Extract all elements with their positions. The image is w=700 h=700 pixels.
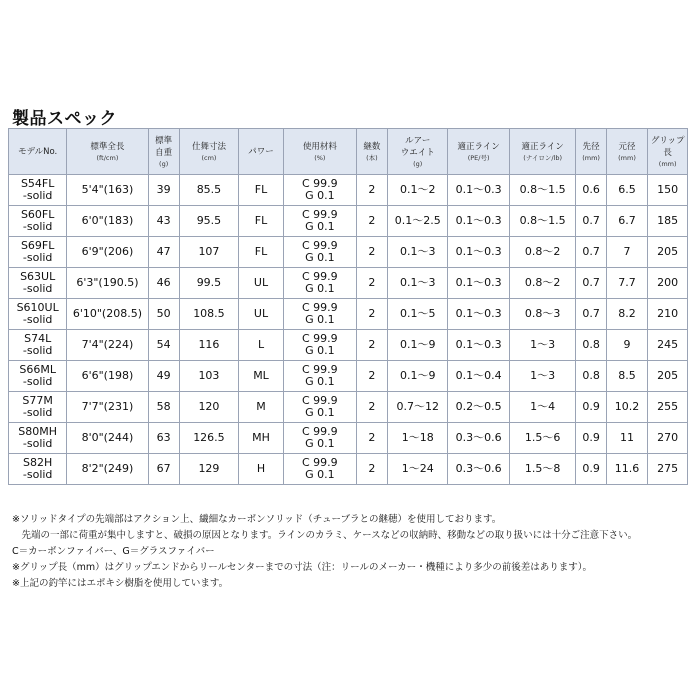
cell-line: S54FL <box>20 177 55 190</box>
cell-line: G 0.1 <box>305 220 335 233</box>
table-cell: 0.8 <box>576 330 606 361</box>
table-cell: 0.7～12 <box>388 392 448 423</box>
page-title: 製品スペック <box>12 109 117 129</box>
table-cell: 275 <box>648 454 688 485</box>
table-cell: 1～18 <box>388 423 448 454</box>
table-cell: 0.1～0.4 <box>448 361 509 392</box>
table-cell: 11 <box>606 423 648 454</box>
cell-line: -solid <box>22 251 53 264</box>
header-label: 適正ライン <box>457 141 500 152</box>
table-cell: 205 <box>648 361 688 392</box>
cell-line: G 0.1 <box>305 437 335 450</box>
table-cell: FL <box>239 206 284 237</box>
table-cell: 6.5 <box>606 175 648 206</box>
table-row <box>9 330 688 361</box>
table-cell: FL <box>239 175 284 206</box>
table-cell: 150 <box>648 175 688 206</box>
cell-line: S60FL <box>20 208 55 221</box>
table-cell: 1～3 <box>509 361 576 392</box>
table-cell <box>283 268 356 299</box>
table-cell: 10.2 <box>606 392 648 423</box>
cell-line: -solid <box>22 313 53 326</box>
table-cell: 2 <box>356 423 387 454</box>
header-label: 仕舞寸法 <box>191 141 226 152</box>
table-cell: FL <box>239 237 284 268</box>
table-cell: MH <box>239 423 284 454</box>
cell-line: G 0.1 <box>305 375 335 388</box>
header-cell <box>509 129 576 175</box>
header-label: パワー <box>248 146 274 157</box>
table-cell: 0.7 <box>576 299 606 330</box>
table-cell: 116 <box>179 330 238 361</box>
table-cell: 2 <box>356 454 387 485</box>
table-row <box>9 206 688 237</box>
header-cell <box>283 129 356 175</box>
cell-line: C 99.9 <box>302 301 338 314</box>
table-cell: 0.1～0.3 <box>448 206 509 237</box>
table-cell: 99.5 <box>179 268 238 299</box>
cell-line: S82H <box>23 456 53 469</box>
cell-line: -solid <box>22 468 53 481</box>
table-cell: ML <box>239 361 284 392</box>
header-label: 使用材料 <box>302 141 337 152</box>
table-row <box>9 175 688 206</box>
table-cell <box>9 330 67 361</box>
table-cell: 2 <box>356 175 387 206</box>
header-label: (g) <box>159 159 169 168</box>
header-cell <box>179 129 238 175</box>
table-cell: 0.2～0.5 <box>448 392 509 423</box>
table-cell: 1～24 <box>388 454 448 485</box>
header-label: 先径 <box>582 141 600 152</box>
note-line: 先端の一部に荷重が集中しますと、破損の原因となります。ラインのカラミ、ケースなどの収納時、移動などの取り扱いには十分ご注意下さい。 <box>12 530 638 541</box>
table-cell: 11.6 <box>606 454 648 485</box>
table-cell: 6'0"(183) <box>67 206 148 237</box>
table-cell <box>283 330 356 361</box>
table-cell: 108.5 <box>179 299 238 330</box>
table-cell: 39 <box>148 175 179 206</box>
cell-line: C 99.9 <box>302 270 338 283</box>
header-label: (PE/号) <box>467 153 490 162</box>
header-cell <box>606 129 648 175</box>
header-label: (ナイロン/lb) <box>523 153 563 162</box>
table-cell: 8.5 <box>606 361 648 392</box>
cell-line: -solid <box>22 220 53 233</box>
table-cell <box>283 237 356 268</box>
cell-line: -solid <box>22 282 53 295</box>
cell-line: C 99.9 <box>302 425 338 438</box>
table-cell: 245 <box>648 330 688 361</box>
table-cell: UL <box>239 299 284 330</box>
table-cell: 0.1～0.3 <box>448 299 509 330</box>
cell-line: G 0.1 <box>305 468 335 481</box>
table-cell: 6'6"(198) <box>67 361 148 392</box>
table-cell: 1.5～8 <box>509 454 576 485</box>
table-cell: 0.8 <box>576 361 606 392</box>
table-cell: 5'4"(163) <box>67 175 148 206</box>
table-cell: 7.7 <box>606 268 648 299</box>
spec-table <box>8 128 688 485</box>
header-label: 標準 <box>155 135 173 146</box>
table-cell: 0.8～1.5 <box>509 175 576 206</box>
table-cell: L <box>239 330 284 361</box>
table-cell: 0.7 <box>576 206 606 237</box>
header-label: 元径 <box>618 141 636 152</box>
cell-line: C 99.9 <box>302 394 338 407</box>
cell-line: G 0.1 <box>305 313 335 326</box>
table-cell <box>9 268 67 299</box>
table-cell: 1～4 <box>509 392 576 423</box>
table-cell: 9 <box>606 330 648 361</box>
table-cell: 0.8～2 <box>509 237 576 268</box>
table-cell: 0.6 <box>576 175 606 206</box>
table-cell: 0.8～2 <box>509 268 576 299</box>
table-cell: UL <box>239 268 284 299</box>
table-row <box>9 299 688 330</box>
header-label: (mm) <box>582 153 600 162</box>
table-body <box>9 175 688 485</box>
cell-line: G 0.1 <box>305 282 335 295</box>
header-label: 継数 <box>363 141 381 152</box>
table-cell: 0.8～1.5 <box>509 206 576 237</box>
table-cell: 8'0"(244) <box>67 423 148 454</box>
cell-line: -solid <box>22 406 53 419</box>
table-cell: 2 <box>356 268 387 299</box>
table-cell: 0.1～0.3 <box>448 237 509 268</box>
cell-line: C 99.9 <box>302 177 338 190</box>
table-cell <box>9 423 67 454</box>
cell-line: S80MH <box>18 425 58 438</box>
table-cell: 6'3"(190.5) <box>67 268 148 299</box>
header-label: (mm) <box>618 153 636 162</box>
notes-block <box>12 512 692 592</box>
table-cell: 2 <box>356 206 387 237</box>
table-row <box>9 361 688 392</box>
table-cell: 0.1～5 <box>388 299 448 330</box>
table-cell: 129 <box>179 454 238 485</box>
cell-line: S66ML <box>19 363 56 376</box>
table-cell: 0.1～9 <box>388 330 448 361</box>
table-cell: 95.5 <box>179 206 238 237</box>
table-cell: 2 <box>356 330 387 361</box>
table-cell: 200 <box>648 268 688 299</box>
cell-line: -solid <box>22 189 53 202</box>
header-label: (本) <box>366 153 378 162</box>
cell-line: S74L <box>24 332 52 345</box>
table-cell <box>9 299 67 330</box>
table-row <box>9 237 688 268</box>
table-cell: 103 <box>179 361 238 392</box>
table-cell: 54 <box>148 330 179 361</box>
table-cell: 0.1～3 <box>388 237 448 268</box>
table-cell: 0.1～0.3 <box>448 268 509 299</box>
header-label: (g) <box>413 159 423 168</box>
table-cell: M <box>239 392 284 423</box>
cell-line: C 99.9 <box>302 239 338 252</box>
table-cell: 8.2 <box>606 299 648 330</box>
table-cell: 85.5 <box>179 175 238 206</box>
table-cell <box>9 237 67 268</box>
header-cell <box>388 129 448 175</box>
cell-line: S63UL <box>20 270 56 283</box>
table-cell: 0.1～0.3 <box>448 175 509 206</box>
table-cell: 255 <box>648 392 688 423</box>
table-cell: 1.5～6 <box>509 423 576 454</box>
table-cell: 6'10"(208.5) <box>67 299 148 330</box>
table-cell: 205 <box>648 237 688 268</box>
table-cell <box>283 206 356 237</box>
cell-line: S77M <box>22 394 53 407</box>
header-label: (%) <box>314 153 326 162</box>
table-cell <box>9 454 67 485</box>
header-label: 長 <box>663 147 672 158</box>
table-cell <box>283 454 356 485</box>
header-label: ルアー <box>405 135 431 146</box>
header-label: モデルNo. <box>18 146 58 157</box>
table-cell: 47 <box>148 237 179 268</box>
cell-line: G 0.1 <box>305 406 335 419</box>
table-cell: 49 <box>148 361 179 392</box>
table-cell: 0.1～9 <box>388 361 448 392</box>
table-cell: 0.9 <box>576 392 606 423</box>
table-cell <box>9 392 67 423</box>
table-cell: 120 <box>179 392 238 423</box>
header-cell <box>239 129 284 175</box>
table-cell: 0.1～2.5 <box>388 206 448 237</box>
table-row <box>9 454 688 485</box>
cell-line: -solid <box>22 344 53 357</box>
table-cell: 2 <box>356 299 387 330</box>
table-cell: 6.7 <box>606 206 648 237</box>
cell-line: C 99.9 <box>302 208 338 221</box>
table-cell: 0.7 <box>576 237 606 268</box>
table-cell: 0.1～3 <box>388 268 448 299</box>
header-cell <box>9 129 67 175</box>
header-cell <box>356 129 387 175</box>
table-cell <box>283 299 356 330</box>
table-cell <box>9 206 67 237</box>
cell-line: C 99.9 <box>302 363 338 376</box>
header-label: 適正ライン <box>521 141 564 152</box>
table-cell: 2 <box>356 392 387 423</box>
header-label: 自重 <box>155 147 173 158</box>
table-cell: 1～3 <box>509 330 576 361</box>
table-cell: 0.9 <box>576 454 606 485</box>
table-cell <box>283 175 356 206</box>
table-cell <box>9 361 67 392</box>
header-cell <box>148 129 179 175</box>
table-cell: 270 <box>648 423 688 454</box>
table-cell: 67 <box>148 454 179 485</box>
header-label: 標準全長 <box>90 141 125 152</box>
cell-line: -solid <box>22 375 53 388</box>
header-label: グリップ <box>650 135 685 146</box>
table-cell: 43 <box>148 206 179 237</box>
table-cell: 0.1～2 <box>388 175 448 206</box>
note-line: ※グリップ長（mm）はグリップエンドからリールセンターまでの寸法（注：リールのメーカー・機種により多少の前後差はあります）。 <box>12 562 593 573</box>
table-cell <box>283 423 356 454</box>
cell-line: C 99.9 <box>302 456 338 469</box>
table-cell: 8'2"(249) <box>67 454 148 485</box>
table-cell: 0.8～3 <box>509 299 576 330</box>
table-row <box>9 268 688 299</box>
table-cell <box>9 175 67 206</box>
cell-line: G 0.1 <box>305 344 335 357</box>
header-label: (ft/cm) <box>96 153 119 162</box>
cell-line: G 0.1 <box>305 189 335 202</box>
table-row <box>9 392 688 423</box>
table-cell: 7 <box>606 237 648 268</box>
table-cell: 2 <box>356 361 387 392</box>
table-cell: 0.7 <box>576 268 606 299</box>
table-cell <box>283 392 356 423</box>
header-cell <box>67 129 148 175</box>
cell-line: C 99.9 <box>302 332 338 345</box>
table-cell: 126.5 <box>179 423 238 454</box>
table-header-row <box>9 129 688 175</box>
table-cell: 58 <box>148 392 179 423</box>
table-cell: 185 <box>648 206 688 237</box>
table-cell: 6'9"(206) <box>67 237 148 268</box>
table-row <box>9 423 688 454</box>
table-cell: 46 <box>148 268 179 299</box>
note-line: ※ソリッドタイプの先端部はアクション上、繊細なカーボンソリッド（チューブラとの継穂）を使用しております。 <box>12 514 502 525</box>
cell-line: -solid <box>22 437 53 450</box>
cell-line: S610UL <box>16 301 59 314</box>
table-cell: 107 <box>179 237 238 268</box>
header-cell <box>648 129 688 175</box>
table-cell: 7'7"(231) <box>67 392 148 423</box>
note-line: ※上記の釣竿にはエポキシ樹脂を使用しています。 <box>12 578 229 589</box>
header-cell <box>448 129 509 175</box>
header-label: (mm) <box>658 159 677 168</box>
table-cell: 0.3～0.6 <box>448 454 509 485</box>
note-line: C＝カーボンファイバー、G＝グラスファイバー <box>12 546 215 557</box>
table-cell: 0.9 <box>576 423 606 454</box>
cell-line: G 0.1 <box>305 251 335 264</box>
header-label: ウエイト <box>400 147 435 158</box>
table-cell: 50 <box>148 299 179 330</box>
table-cell: 0.3～0.6 <box>448 423 509 454</box>
table-cell: H <box>239 454 284 485</box>
table-cell <box>283 361 356 392</box>
table-cell: 7'4"(224) <box>67 330 148 361</box>
table-cell: 2 <box>356 237 387 268</box>
cell-line: S69FL <box>20 239 55 252</box>
table-cell: 63 <box>148 423 179 454</box>
table-cell: 210 <box>648 299 688 330</box>
header-cell <box>576 129 606 175</box>
table-cell: 0.1～0.3 <box>448 330 509 361</box>
header-label: (cm) <box>201 153 217 162</box>
